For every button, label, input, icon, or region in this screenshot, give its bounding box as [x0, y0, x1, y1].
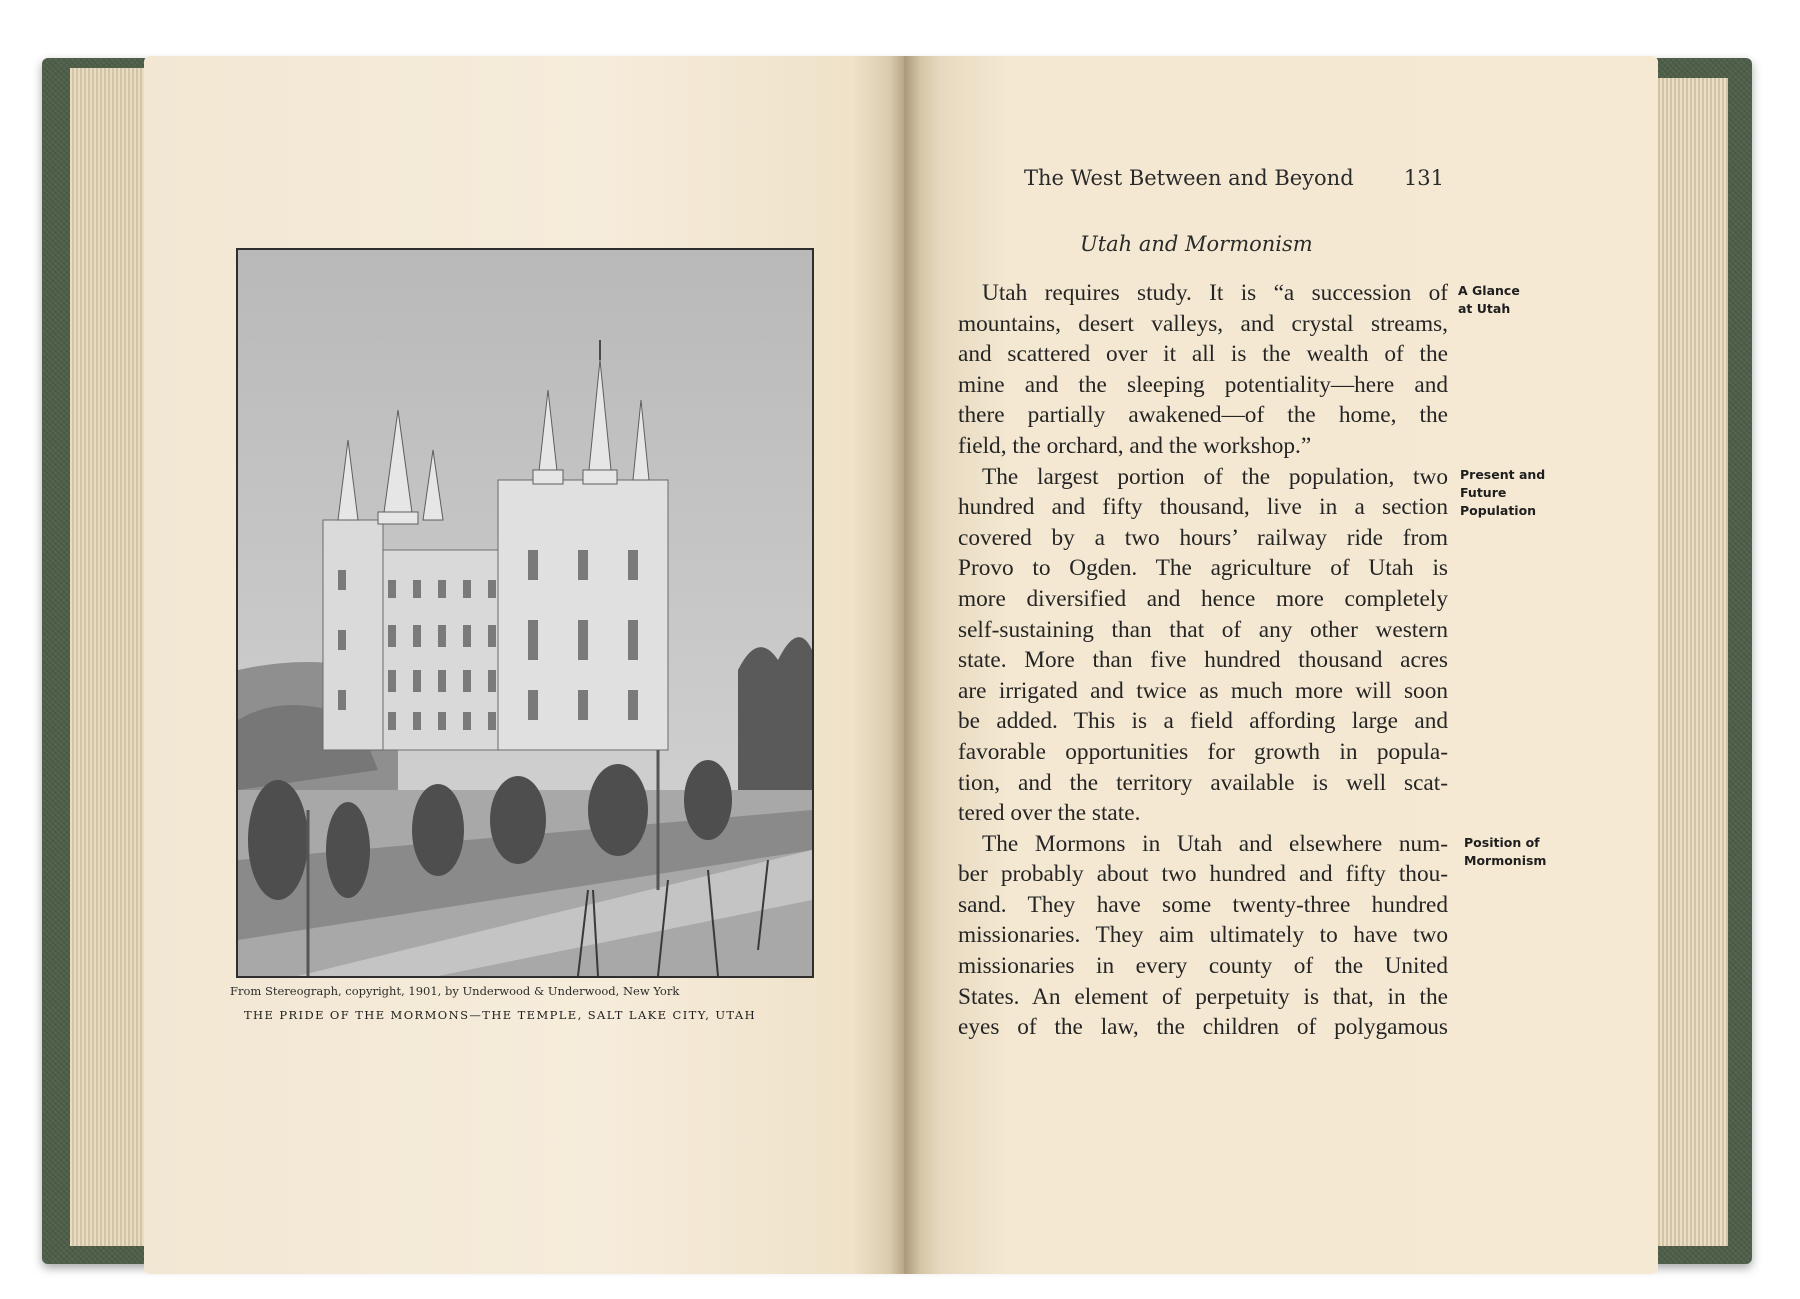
running-head: [1024, 166, 1444, 190]
text-line: there partially awakened—of the home, the: [958, 402, 1448, 429]
margin-note-mormonism: [1464, 834, 1546, 870]
photo-credit: From Stereograph, copyright, 1901, by Underwood & Underwood, New York: [230, 984, 680, 998]
margin-note-line: Present and: [1460, 467, 1546, 482]
margin-note-line: Future: [1460, 485, 1507, 500]
text-line: Provo to Ogden. The agriculture of Utah is: [958, 555, 1448, 582]
text-line: missionaries in every county of the United: [958, 953, 1448, 980]
text-line: self-sustaining than that of any other western: [958, 616, 1448, 643]
text-line: The Mormons in Utah and elsewhere num-: [982, 830, 1448, 857]
text-line: missionaries. They aim ultimately to have two: [958, 922, 1448, 949]
text-line: States. An element of perpetuity is that, in the: [958, 983, 1448, 1010]
section-title: Utah and Mormonism: [1080, 232, 1313, 256]
text-line: The largest portion of the population, two: [982, 463, 1448, 490]
plate-caption: THE PRIDE OF THE MORMONS—THE TEMPLE, SALT LAKE CITY, UTAH: [243, 1008, 757, 1022]
margin-note-line: A Glance: [1458, 283, 1520, 298]
margin-note-population: [1460, 466, 1545, 520]
text-line: favorable opportunities for growth in popula-: [958, 738, 1448, 765]
text-line: state. More than five hundred thousand acres: [958, 647, 1448, 674]
margin-note-line: Population: [1460, 503, 1537, 518]
text-line: be added. This is a field affording large and: [958, 708, 1448, 735]
text-line: Utah requires study. It is “a succession of: [982, 280, 1448, 306]
text-line: field, the orchard, and the workshop.”: [958, 432, 1312, 459]
margin-note-line: at Utah: [1458, 301, 1511, 316]
text-line: eyes of the law, the children of polygamous: [958, 1014, 1448, 1041]
text-line: are irrigated and twice as much more will soon: [958, 677, 1448, 704]
text-line: sand. They have some twenty-three hundred: [958, 891, 1448, 918]
text-line: covered by a two hours’ railway ride from: [958, 524, 1448, 551]
text-line: ber probably about two hundred and fifty thou-: [958, 861, 1448, 888]
margin-note-line: Position of: [1464, 835, 1540, 850]
book-gutter: [890, 56, 920, 1274]
margin-note-line: Mormonism: [1464, 853, 1547, 868]
body-text: [958, 278, 1448, 1043]
text-line: and scattered over it all is the wealth of the: [958, 341, 1448, 368]
text-line: tion, and the territory available is well scat-: [958, 769, 1448, 796]
margin-note-glance: [1458, 282, 1520, 318]
text-line: more diversified and hence more completely: [958, 585, 1448, 612]
text-line: mountains, desert valleys, and crystal streams,: [958, 310, 1448, 337]
page-edges-left: [70, 68, 150, 1246]
text-line: mine and the sleeping potentiality—here and: [958, 371, 1448, 398]
page-number: 131: [1403, 166, 1444, 190]
text-line: tered over the state.: [958, 800, 1141, 827]
running-head-title: The West Between and Beyond: [1024, 166, 1354, 190]
temple-illustration: [238, 250, 812, 976]
text-line: hundred and fifty thousand, live in a section: [958, 494, 1448, 521]
temple-photograph: [236, 248, 814, 978]
